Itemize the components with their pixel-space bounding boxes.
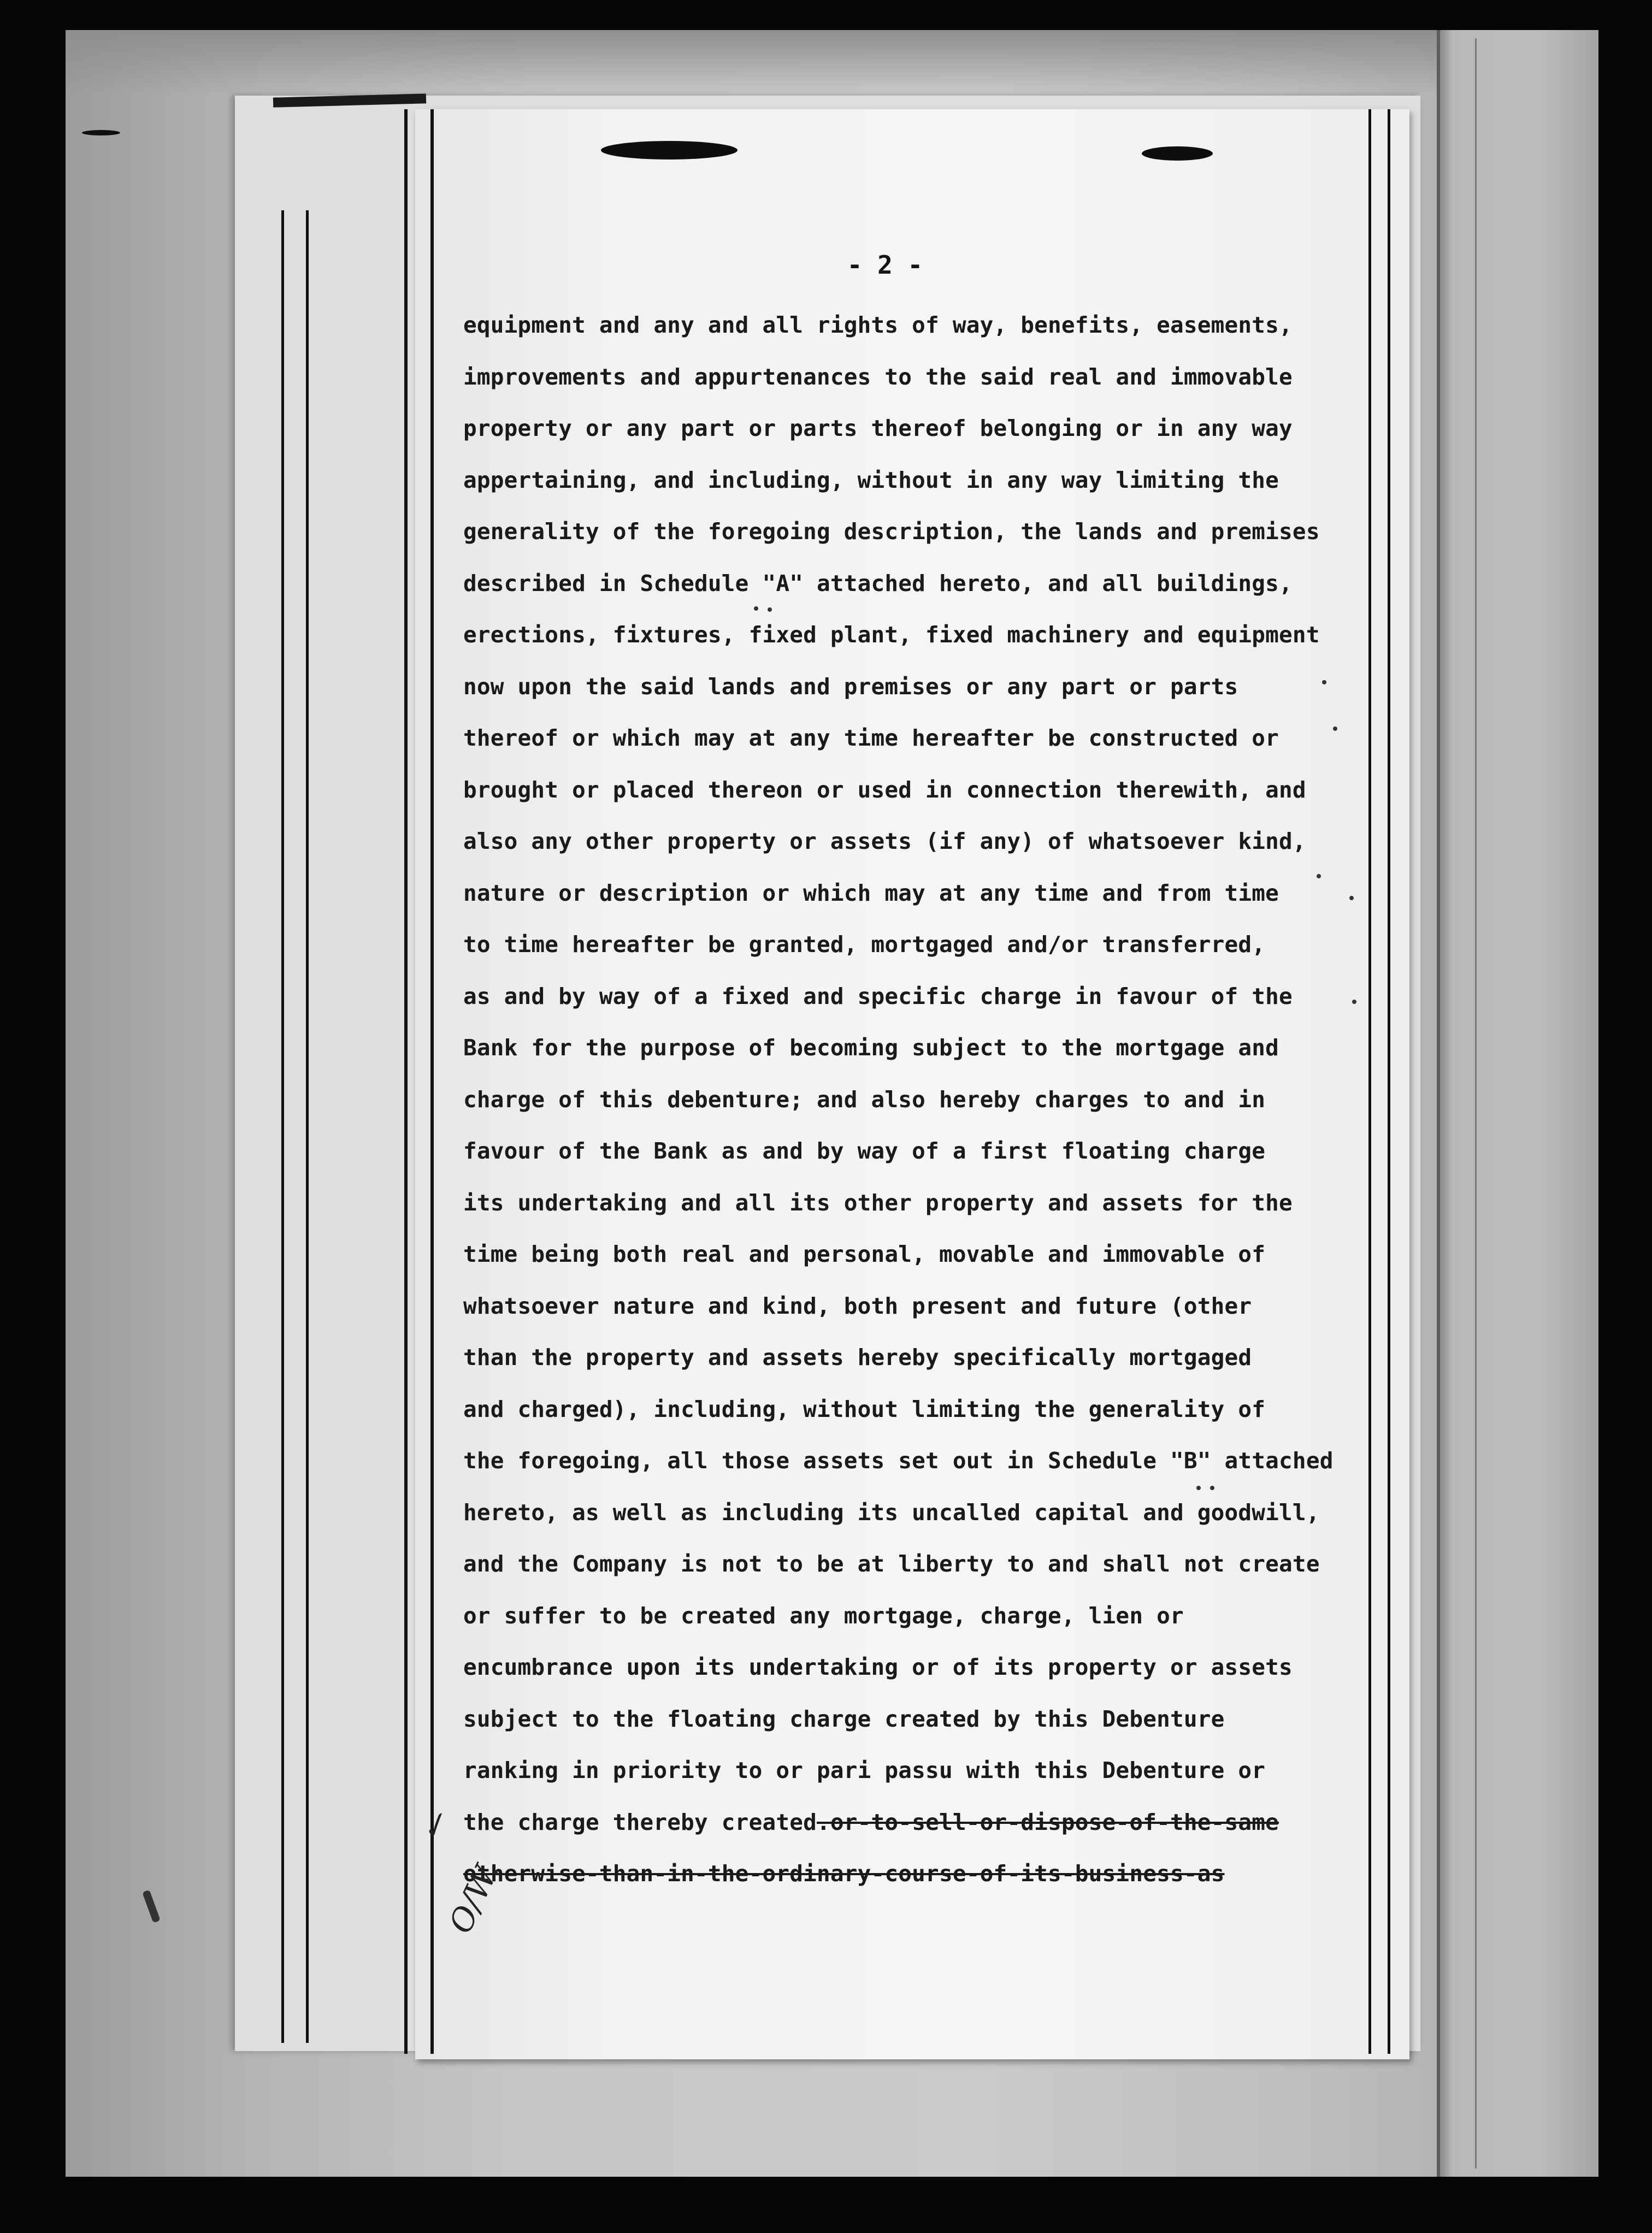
- text-line: [463, 1074, 1403, 1126]
- text-line-content: the charge thereby created: [463, 1809, 817, 1835]
- document-body-text: [463, 299, 1403, 1900]
- text-line: [463, 609, 1403, 661]
- text-line-content: ranking in priority to or pari passu with this Debenture or: [463, 1757, 1266, 1783]
- dust-speck: [1333, 726, 1337, 731]
- text-line: [463, 454, 1403, 506]
- text-line: [463, 712, 1403, 764]
- text-line-content: subject to the floating charge created by this Debenture: [463, 1705, 1225, 1732]
- dust-speck: [1322, 680, 1326, 684]
- text-line-content: than the property and assets hereby specifically mortgaged: [463, 1344, 1252, 1370]
- mount-edge-strip: [1437, 30, 1598, 2177]
- text-line: [463, 867, 1403, 919]
- text-line: [463, 351, 1403, 403]
- margin-rule-outer-left: [281, 210, 284, 2043]
- text-line: [463, 403, 1403, 454]
- margin-rule-outer-left-2: [306, 210, 309, 2043]
- dust-speck: [1196, 1486, 1201, 1490]
- dust-speck: [1317, 874, 1321, 878]
- text-line-content: whatsoever nature and kind, both present and future (other: [463, 1292, 1252, 1319]
- text-line-content: property or any part or parts thereof belonging or in any way: [463, 415, 1293, 441]
- text-line-content: appertaining, and including, without in any way limiting the: [463, 466, 1279, 493]
- text-line-content: described in Schedule "A" attached hereto, and all buildings,: [463, 570, 1293, 596]
- text-line-content: the foregoing, all those assets set out in Schedule "B" attached: [463, 1448, 1334, 1474]
- text-line: [463, 1487, 1403, 1539]
- text-line-content: encumbrance upon its undertaking or of its property or assets: [463, 1654, 1293, 1680]
- text-line: [463, 1280, 1403, 1332]
- text-line: [463, 1590, 1403, 1642]
- dust-speck: [1210, 1486, 1214, 1490]
- text-line-content: and the Company is not to be at liberty to and shall not create: [463, 1551, 1320, 1577]
- text-line: [463, 1848, 1403, 1900]
- text-line: [463, 1435, 1403, 1487]
- text-line: [463, 816, 1403, 867]
- dust-speck: [1352, 1000, 1356, 1004]
- text-line-content: nature or description or which may at any time and from time: [463, 879, 1279, 906]
- text-line-content: its undertaking and all its other property and assets for the: [463, 1189, 1293, 1216]
- punch-hole-mark-left: [601, 141, 738, 160]
- punch-hole-mark-right: [1142, 146, 1213, 161]
- text-line: [463, 1693, 1403, 1745]
- dust-speck: [1349, 896, 1354, 900]
- handwritten-initials: O/W.: [441, 1856, 506, 1939]
- page-number: - 2 -: [847, 250, 923, 280]
- margin-rule-inner-left: [404, 109, 408, 2054]
- text-line: [463, 1745, 1403, 1797]
- text-line-content: favour of the Bank as and by way of a first floating charge: [463, 1138, 1266, 1164]
- text-line-content: time being both real and personal, movable and immovable of: [463, 1241, 1266, 1267]
- text-line-content: charge of this debenture; and also hereby charges to and in: [463, 1086, 1266, 1113]
- text-line: [463, 661, 1403, 713]
- edge-mark-left: [82, 130, 120, 135]
- text-line: [463, 1641, 1403, 1693]
- text-line-content: equipment and any and all rights of way, benefits, easements,: [463, 312, 1293, 338]
- text-line-content: or suffer to be created any mortgage, charge, lien or: [463, 1602, 1184, 1629]
- text-line: [463, 1384, 1403, 1436]
- text-line-content: hereto, as well as including its uncalled capital and goodwill,: [463, 1499, 1320, 1526]
- text-line-content: and charged), including, without limiting the generality of: [463, 1396, 1266, 1422]
- struck-through-text: .or-to-sell-or-dispose-of-the-same: [817, 1809, 1279, 1835]
- text-line-content: brought or placed thereon or used in connection therewith, and: [463, 776, 1306, 803]
- text-line: [463, 764, 1403, 816]
- text-line-content: now upon the said lands and premises or any part or parts: [463, 673, 1238, 700]
- text-line: [463, 971, 1403, 1023]
- text-line-content: thereof or which may at any time hereafter be constructed or: [463, 725, 1279, 751]
- text-line-content: to time hereafter be granted, mortgaged and/or transferred,: [463, 931, 1266, 958]
- text-line: [463, 506, 1403, 558]
- backing-shadow: [66, 30, 1595, 96]
- mount-edge-line: [1475, 38, 1477, 2169]
- handwritten-check-mark: ✓: [414, 1804, 454, 1850]
- text-line: [463, 299, 1403, 351]
- text-line: [463, 1797, 1403, 1848]
- dust-speck: [768, 607, 772, 612]
- text-line-content: also any other property or assets (if any) of whatsoever kind,: [463, 828, 1306, 854]
- text-line-content: as and by way of a fixed and specific charge in favour of the: [463, 983, 1293, 1009]
- text-line: [463, 1177, 1403, 1229]
- margin-rule-inner-left-2: [430, 109, 434, 2054]
- text-line: [463, 1228, 1403, 1280]
- text-line: [463, 558, 1403, 610]
- text-line: [463, 1022, 1403, 1074]
- text-line: [463, 1125, 1403, 1177]
- text-line: [463, 919, 1403, 971]
- text-line-content: generality of the foregoing description, the lands and premises: [463, 518, 1320, 545]
- struck-through-text: otherwise-than-in-the-ordinary-course-of-its-business-as: [463, 1860, 1225, 1887]
- text-line-content: improvements and appurtenances to the said real and immovable: [463, 363, 1293, 390]
- text-line-content: erections, fixtures, fixed plant, fixed machinery and equipment: [463, 622, 1320, 648]
- dust-speck: [754, 606, 758, 611]
- text-line: [463, 1332, 1403, 1384]
- text-line-content: Bank for the purpose of becoming subject to the mortgage and: [463, 1035, 1279, 1061]
- text-line: [463, 1538, 1403, 1590]
